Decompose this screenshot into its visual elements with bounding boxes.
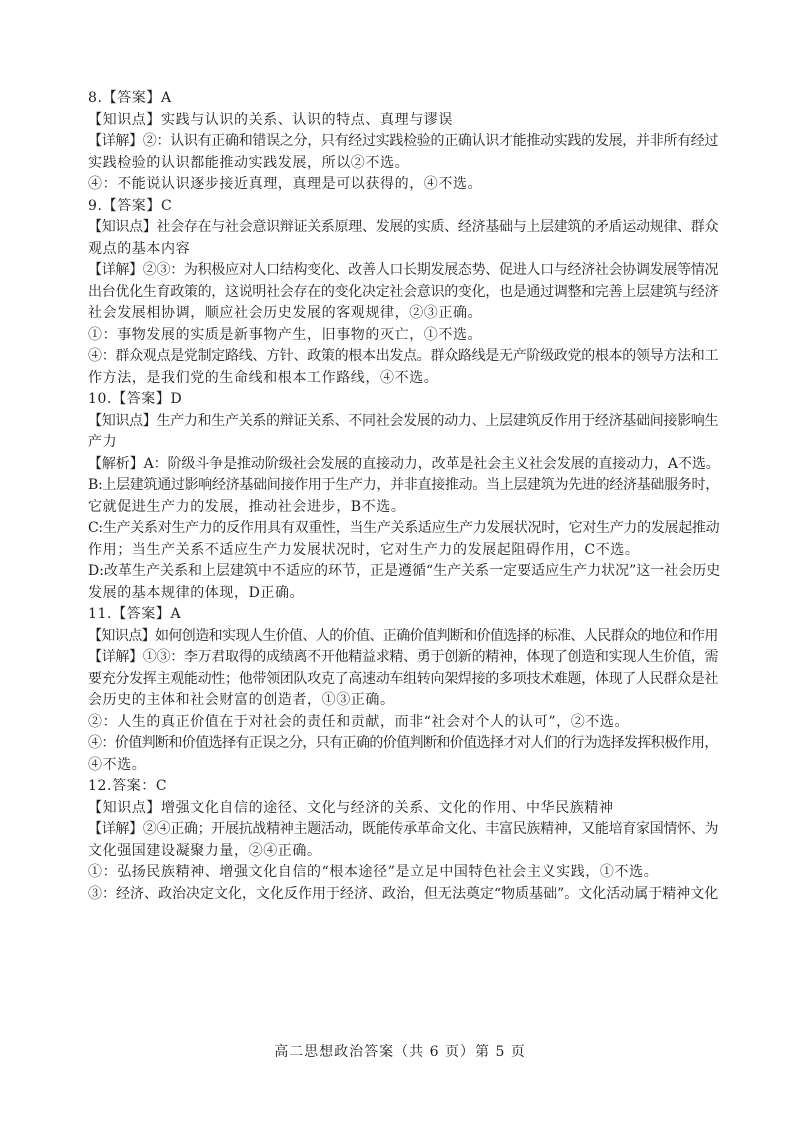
q9-explanation-line: 社会发展相协调，顺应社会历史发展的客观规律，②③正确。 <box>88 305 483 321</box>
q12-knowledge-point: 【知识点】增强文化自信的途径、文化与经济的关系、文化的作用、中华民族精神 <box>88 799 614 816</box>
q12-explanation-line: ①：弘扬民族精神、增强文化自信的“根本途径”是立足中国特色社会主义实践，①不选。 <box>88 864 659 880</box>
q11-explanation-line: ④不选。 <box>88 756 147 773</box>
q9-knowledge-point: 【知识点】社会存在与社会意识辩证关系原理、发展的实质、经济基础与上层建筑的矛盾运动规律、群众 <box>88 219 719 235</box>
q12-explanation-line: ③：经济、政治决定文化，文化反作用于经济、政治，但无法奠定“物质基础”。文化活动属于精神文化 <box>88 885 719 902</box>
q8-explanation-line: ④：不能说认识逐步接近真理，真理是可以获得的，④不选。 <box>88 176 483 192</box>
q9-explanation-line: 【详解】②③：为积极应对人口结构变化、改善人口长期发展态势、促进人口与经济社会协调发展等情况 <box>88 262 719 278</box>
q11-explanation-line: ②：人生的真正价值在于对社会的责任和贡献，而非“社会对个人的认可”，②不选。 <box>88 713 630 730</box>
q9-explanation-line: ④：群众观点是党制定路线、方针、政策的根本出发点。群众路线是无产阶级政党的根本的领导方法和工 <box>88 348 719 364</box>
q12-explanation-line: 文化强国建设凝聚力量，②④正确。 <box>88 842 322 859</box>
q11-explanation-line: 会历史的主体和社会财富的创造者，①③正确。 <box>88 692 395 708</box>
q11-answer: 11.【答案】A <box>88 606 182 622</box>
q10-answer: 10.【答案】D <box>88 391 183 407</box>
answer-page-body <box>88 88 720 905</box>
q10-analysis-line: 它就促进生产力的发展，推动社会进步，B不选。 <box>88 498 406 515</box>
q10-analysis-line: 发展的基本规律的体现，D正确。 <box>88 584 305 601</box>
q10-knowledge-point-cont: 产力 <box>88 434 118 450</box>
q8-explanation-line: 实践检验的认识都能推动实践发展，所以②不选。 <box>88 154 410 171</box>
q9-explanation-line: 出台优化生育政策的，这说明社会存在的变化决定社会意识的变化，也是通过调整和完善上层建筑与经济 <box>88 283 719 300</box>
q10-analysis-line: C:生产关系对生产力的反作用具有双重性，当生产关系适应生产力发展状况时，它对生产力的发展起推动 <box>88 520 720 536</box>
q11-knowledge-point: 【知识点】如何创造和实现人生价值、人的价值、正确价值判断和价值选择的标准、人民群众的地位和作用 <box>88 627 718 644</box>
q10-analysis-line: B:上层建筑通过影响经济基础间接作用于生产力，并非直接推动。当上层建筑为先进的经济基础服务时， <box>88 477 719 493</box>
q9-answer: 9.【答案】C <box>88 197 173 214</box>
q8-knowledge-point: 【知识点】实践与认识的关系、认识的特点、真理与谬误 <box>88 111 453 128</box>
q10-knowledge-point: 【知识点】生产力和生产关系的辩证关系、不同社会发展的动力、上层建筑反作用于经济基础间接影响生 <box>88 412 719 429</box>
q10-analysis-line: 作用；当生产关系不适应生产力发展状况时，它对生产力的发展起阻碍作用，C不选。 <box>88 541 640 558</box>
q10-analysis-line: D:改革生产关系和上层建筑中不适应的环节，正是遵循“生产关系一定要适应生产力状况”这一社会历史 <box>88 563 721 579</box>
q11-explanation-line: 【详解】①③：李万君取得的成绩离不开他精益求精、勇于创新的精神，体现了创造和实现人生价值，需 <box>88 649 719 665</box>
q10-analysis-line: 【解析】A：阶级斗争是推动阶级社会发展的直接动力，改革是社会主义社会发展的直接动力，A不选。 <box>88 455 720 472</box>
page-footer: 高二思想政治答案（共 6 页）第 5 页 <box>274 1044 526 1060</box>
q9-explanation-line: 作方法，是我们党的生命线和根本工作路线，④不选。 <box>88 369 439 386</box>
q12-explanation-line: 【详解】②④正确；开展抗战精神主题活动，既能传承革命文化、丰富民族精神，又能培育家国情怀、为 <box>88 821 719 837</box>
q12-answer: 12.答案：C <box>88 778 168 794</box>
q9-knowledge-point-cont: 观点的基本内容 <box>88 240 191 257</box>
q8-answer: 8.【答案】A <box>88 90 172 106</box>
q8-explanation-line: 【详解】②：认识有正确和错误之分，只有经过实践检验的正确认识才能推动实践的发展，并非所有经过 <box>88 133 719 149</box>
q9-explanation-line: ①：事物发展的实质是新事物产生，旧事物的灭亡，①不选。 <box>88 326 483 343</box>
q11-explanation-line: ④：价值判断和价值选择有正误之分，只有正确的价值判断和价值选择才对人们的行为选择发挥积极作用， <box>88 735 718 751</box>
q11-explanation-line: 要充分发挥主观能动性；他带领团队攻克了高速动车组转向架焊接的多项技术难题，体现了人民群众是社 <box>88 670 719 687</box>
